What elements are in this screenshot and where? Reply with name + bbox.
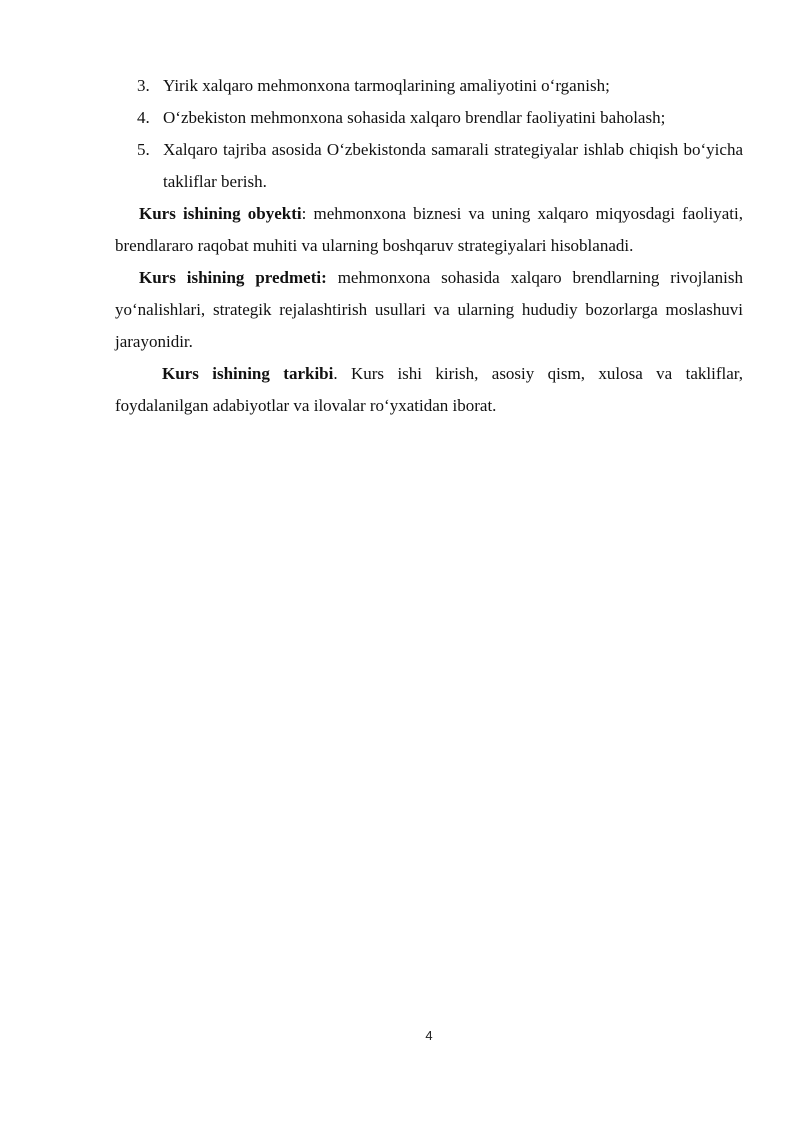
list-item (115, 134, 743, 198)
list-item-number: 4. (137, 108, 150, 127)
page-number: 4 (425, 1028, 433, 1043)
obyekt-label: Kurs ishining obyekti (139, 204, 302, 223)
predmet-label: Kurs ishining predmeti: (139, 268, 327, 287)
tarkib-paragraph (115, 358, 743, 422)
list-item-number: 5. (137, 140, 150, 159)
list-item (115, 102, 743, 134)
list-item-text: O‘zbekiston mehmonxona sohasida xalqaro brendlar faoliyatini baholash; (163, 108, 666, 127)
tarkib-label: Kurs ishining tarkibi (162, 364, 334, 383)
predmet-paragraph (115, 262, 743, 358)
list-item-number: 3. (137, 76, 150, 95)
obyekt-paragraph (115, 198, 743, 262)
list-item-text: Xalqaro tajriba asosida O‘zbekistonda samarali strategiyalar ishlab chiqish bo‘yicha takliflar berish. (163, 140, 743, 191)
list-item (115, 70, 743, 102)
tarkib-text: . Kurs ishi kirish, asosiy qism, xulosa va takliflar, foydalanilgan adabiyotlar va ilovalar ro‘yxatidan iborat. (115, 364, 743, 415)
predmet-text: mehmonxona sohasida xalqaro brendlarning rivojlanish yo‘nalishlari, strategik rejalashtirish usullari va ularning hududiy bozorlarga moslashuvi jarayonidir. (115, 268, 744, 351)
list-item-text: Yirik xalqaro mehmonxona tarmoqlarining amaliyotini o‘rganish; (163, 76, 610, 95)
page-content (115, 70, 743, 422)
obyekt-text: : mehmonxona biznesi va uning xalqaro miqyosdagi faoliyati, brendlararo raqobat muhiti va ularning boshqaruv strategiyalari hisoblanadi. (115, 204, 744, 255)
task-list (115, 70, 743, 198)
